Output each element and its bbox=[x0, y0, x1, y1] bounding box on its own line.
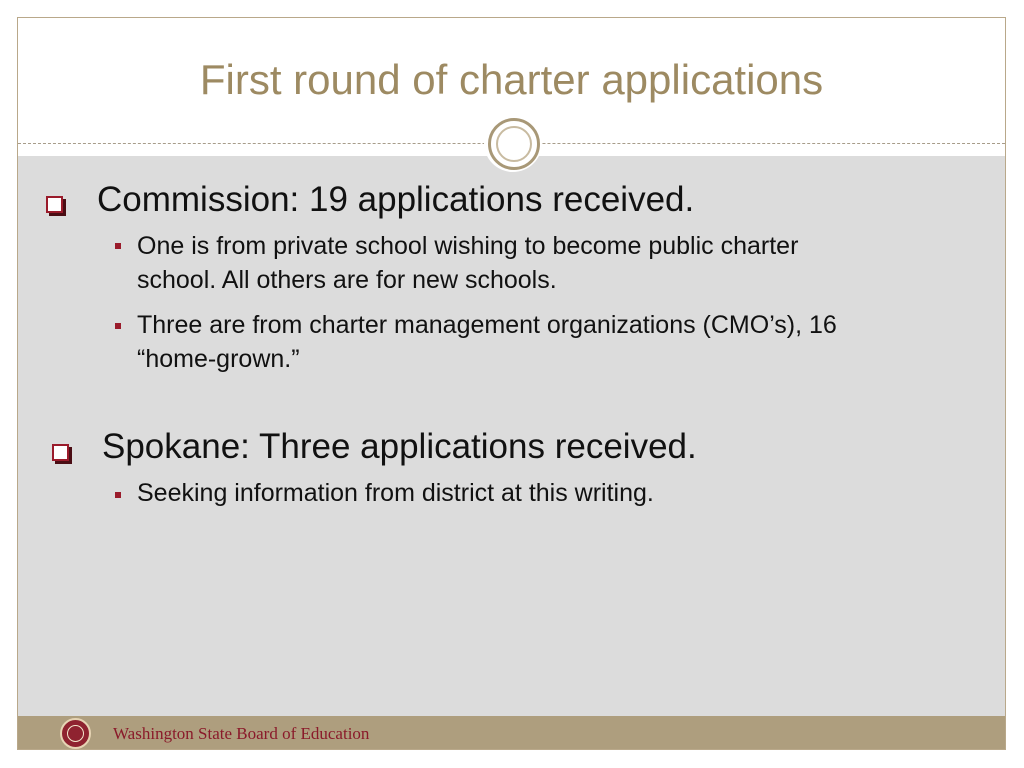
sub-bullet-line: “home-grown.” bbox=[137, 345, 300, 373]
sub-bullet-line: school. All others are for new schools. bbox=[137, 266, 557, 294]
ornament-ring bbox=[488, 118, 540, 170]
sub-bullet-line: Three are from charter management organizations (CMO’s), 16 bbox=[137, 311, 837, 339]
footer-organization: Washington State Board of Education bbox=[113, 724, 370, 743]
bullet-commission: Commission: 19 applications received. bbox=[97, 180, 695, 219]
content-area bbox=[18, 156, 1005, 716]
title-ornament-circle bbox=[484, 114, 542, 172]
slide-title: First round of charter applications bbox=[199, 56, 824, 103]
sub-bullet-line: One is from private school wishing to become public charter bbox=[137, 232, 799, 260]
ornament-inner bbox=[496, 126, 532, 162]
square-bullet-icon bbox=[115, 243, 121, 249]
checkbox-bullet-icon bbox=[52, 444, 69, 461]
footer-bar bbox=[18, 716, 1005, 750]
bullet-spokane: Spokane: Three applications received. bbox=[102, 427, 697, 466]
checkbox-bullet-icon bbox=[46, 196, 63, 213]
square-bullet-icon bbox=[115, 492, 121, 498]
seal-inner bbox=[67, 725, 84, 742]
slide bbox=[17, 17, 1006, 750]
square-bullet-icon bbox=[115, 323, 121, 329]
state-seal-icon bbox=[60, 718, 91, 749]
sub-bullet-line: Seeking information from district at this writing. bbox=[137, 479, 654, 507]
